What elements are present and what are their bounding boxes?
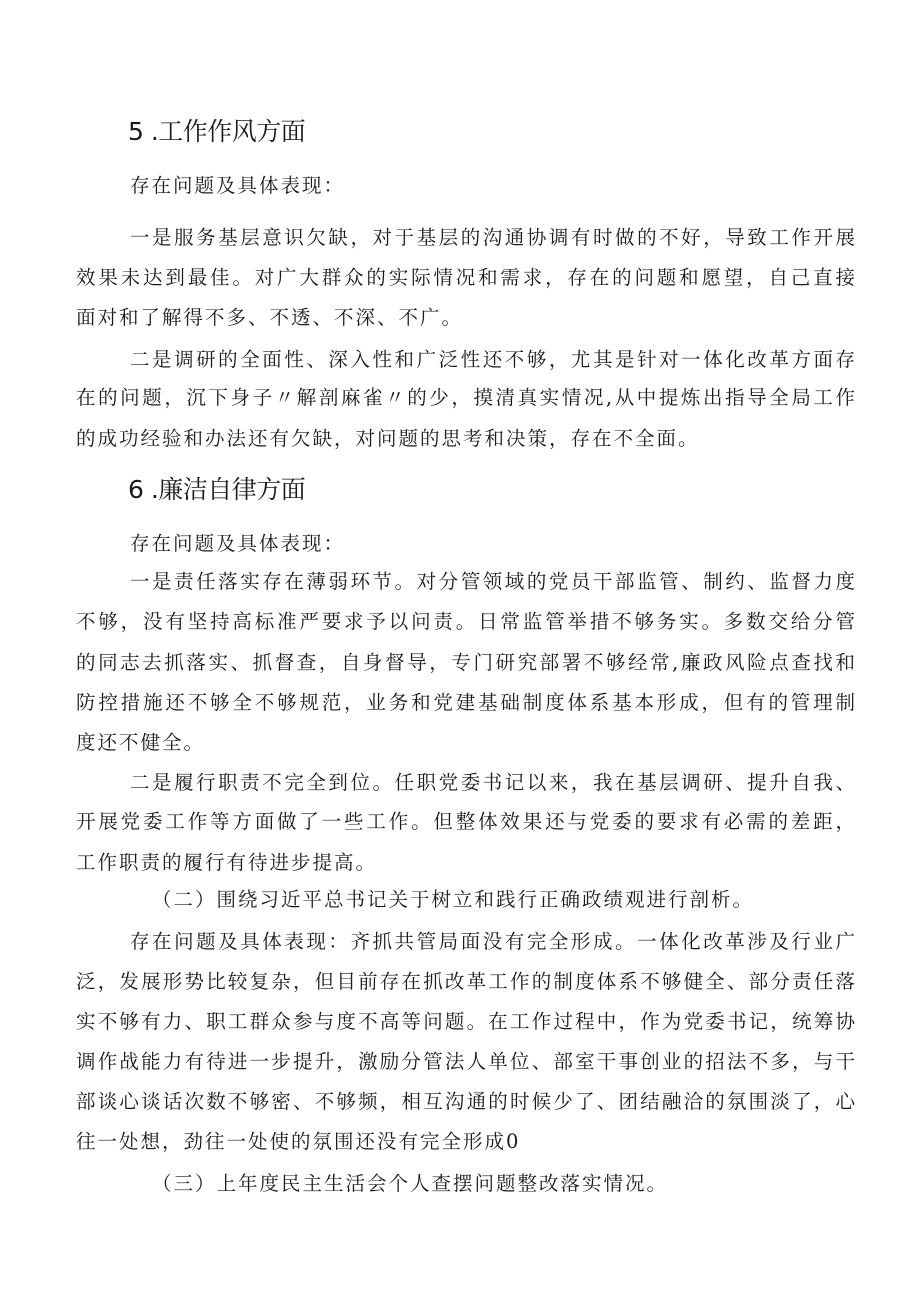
paragraph-line: 往一处想，劲往一处使的氛围还没有完全形成0 bbox=[76, 1130, 521, 1153]
paragraph-line: 度还不健全。 bbox=[76, 731, 206, 754]
paragraph-line: 部谈心谈话次数不够密、不够频，相互沟通的时候少了、团结融洽的氛围淡了，心 bbox=[76, 1090, 856, 1113]
section-5-heading: 5 .工作作风方面 bbox=[128, 117, 306, 146]
section-6-heading: 6 .廉洁自律方面 bbox=[128, 475, 306, 504]
paragraph-line: 在的问题，沉下身子〃解剖麻雀〃的少，摸清真实情况,从中提炼出指导全局工作 bbox=[76, 386, 856, 409]
section-5-label: 存在问题及具体表现： bbox=[130, 174, 346, 197]
paragraph-line: 一是责任落实存在薄弱环节。对分管领域的党员干部监管、制约、监督力度 bbox=[130, 570, 856, 593]
section-6-label: 存在问题及具体表现： bbox=[130, 532, 346, 555]
paragraph-line: 二是履行职责不完全到位。任职党委书记以来，我在基层调研、提升自我、 bbox=[130, 771, 856, 794]
paragraph-line: 一是服务基层意识欠缺，对于基层的沟通协调有时做的不好，导致工作开展 bbox=[130, 226, 856, 249]
paragraph-line: 不够，没有坚持高标准严要求予以问责。日常监管举措不够务实。多数交给分管 bbox=[76, 610, 856, 633]
paragraph-line: 面对和了解得不多、不透、不深、不广。 bbox=[76, 306, 464, 329]
paragraph-line: 效果未达到最佳。对广大群众的实际情况和需求，存在的问题和愿望，自己直接 bbox=[76, 266, 856, 289]
paragraph-line: 调作战能力有待进一步提升，激励分管法人单位、部室干事创业的招法不多，与干 bbox=[76, 1050, 856, 1073]
paragraph-line: 的成功经验和办法还有欠缺，对问题的思考和决策，存在不全面。 bbox=[76, 427, 700, 450]
paragraph-line: 泛，发展形势比较复杂，但目前存在抓改革工作的制度体系不够健全、部分责任落 bbox=[76, 970, 856, 993]
paragraph-line: 存在问题及具体表现：齐抓共管局面没有完全形成。一体化改革涉及行业广 bbox=[130, 930, 856, 953]
section-san-title: （三）上年度民主生活会个人查摆问题整改落实情况。 bbox=[152, 1172, 669, 1195]
paragraph-line: 防控措施还不够全不够规范，业务和党建基础制度体系基本形成，但有的管理制 bbox=[76, 691, 856, 714]
paragraph-line: 二是调研的全面性、深入性和广泛性还不够，尤其是针对一体化改革方面存 bbox=[130, 348, 856, 371]
paragraph-line: 的同志去抓落实、抓督查，自身督导，专门研究部署不够经常,廉政风险点查找和 bbox=[76, 651, 856, 674]
paragraph-line: 开展党委工作等方面做了一些工作。但整体效果还与党委的要求有必需的差距， bbox=[76, 810, 856, 833]
paragraph-line: 实不够有力、职工群众参与度不高等问题。在工作过程中，作为党委书记，统筹协 bbox=[76, 1010, 856, 1033]
section-er-title: （二）围绕习近平总书记关于树立和践行正确政绩观进行剖析。 bbox=[152, 888, 755, 911]
paragraph-line: 工作职责的履行有待进步提高。 bbox=[76, 851, 378, 874]
